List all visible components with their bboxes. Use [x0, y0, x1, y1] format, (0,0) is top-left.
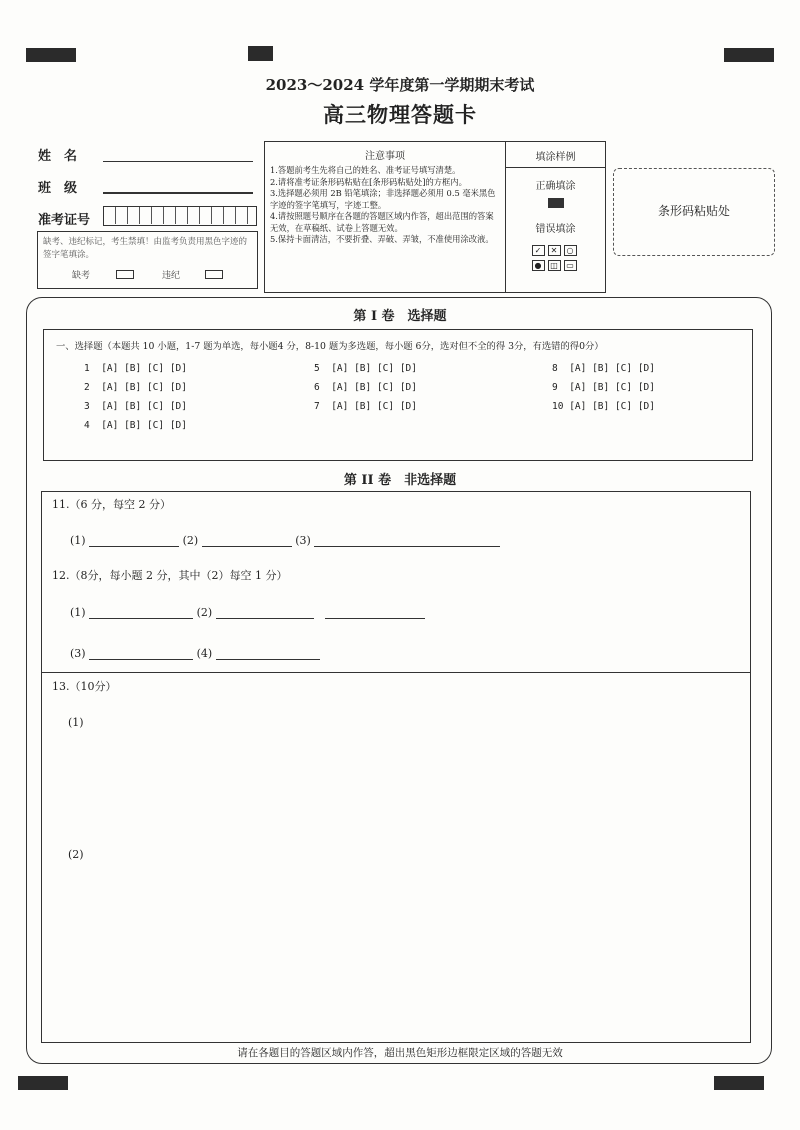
part2-box [41, 491, 751, 1043]
q12-blank-2b[interactable] [325, 606, 425, 619]
name-label: 姓 名 [38, 149, 78, 164]
exam-title: 2023～2024 学年度第一学期期末考试 [265, 76, 535, 94]
q12-blank-3[interactable] [89, 647, 193, 660]
q11-header: 11.（6 分，每空 2 分） [52, 498, 171, 511]
q11-blank-3[interactable] [314, 534, 500, 547]
violation-checkbox[interactable] [205, 270, 223, 279]
q13-part2-answer-area[interactable] [62, 868, 742, 1028]
correct-fill-sample [548, 198, 564, 208]
q12-header: 12.（8分，每小题 2 分，其中（2）每空 1 分） [52, 569, 288, 582]
wrong-fill-cross-icon: ✕ [548, 245, 561, 256]
notes-panel [265, 142, 506, 292]
wrong-fill-dot-icon: ● [532, 260, 545, 271]
instructions-box [264, 141, 606, 293]
q12-divider [42, 672, 750, 673]
q13-part1-answer-area[interactable] [62, 736, 742, 836]
correct-fill-label: 正确填涂 [535, 181, 576, 192]
registration-mark [714, 1076, 764, 1090]
registration-mark [724, 48, 774, 62]
part1-instruction: 一、选择题（本题共 10 小题，1-7 题为单选，每小题4 分，8-10 题为多选题，每小题 6分，选对但不全的得 3分，有选错的得0分） [56, 341, 604, 352]
wrong-fill-check-icon: ✓ [532, 245, 545, 256]
fill-example-title: 填涂样例 [506, 142, 605, 168]
wrong-fill-circle-icon: ○ [564, 245, 577, 256]
q12-blank-4[interactable] [216, 647, 320, 660]
mcq-row[interactable]: 9 [A] [B] [C] [D] [552, 382, 655, 393]
registration-mark [248, 46, 273, 61]
violation-label: 违纪 [162, 271, 181, 281]
wrong-fill-dash-icon: ▭ [564, 260, 577, 271]
exam-id-grid[interactable] [103, 206, 257, 226]
wrong-fill-label: 错误填涂 [535, 224, 576, 235]
q11-blank-1[interactable] [89, 534, 179, 547]
registration-mark [18, 1076, 68, 1090]
footer-warning: 请在各题目的答题区域内作答，超出黑色矩形边框限定区域的答题无效 [237, 1047, 563, 1059]
name-field[interactable] [103, 160, 253, 162]
mcq-row[interactable]: 8 [A] [B] [C] [D] [552, 363, 655, 374]
notes-title: 注意事项 [365, 151, 405, 162]
part1-title: 第 I 卷 选择题 [353, 309, 447, 324]
wrong-fill-partial-icon: ◫ [548, 260, 561, 271]
q12-answers-row1: (1) (2) [70, 606, 425, 619]
part2-title: 第 II 卷 非选择题 [343, 473, 457, 488]
mcq-row[interactable]: 5 [A] [B] [C] [D] [314, 363, 417, 374]
card-title: 高三物理答题卡 [323, 102, 477, 127]
q12-blank-2a[interactable] [216, 606, 314, 619]
teacher-note: 缺考、违纪标记，考生禁填！由监考负责用黑色字迹的签字笔填涂。 [43, 237, 248, 260]
q12-blank-1[interactable] [89, 606, 193, 619]
registration-mark [26, 48, 76, 62]
note-item: 5.保持卡面清洁，不要折叠、弄破、弄皱，不准使用涂改液。 [270, 234, 494, 244]
mcq-row[interactable]: 3 [A] [B] [C] [D] [84, 401, 187, 412]
part1-box [43, 329, 753, 461]
class-label: 班 级 [38, 181, 78, 196]
note-item: 1.答题前考生先将自己的姓名、准考证号填写清楚。 [270, 165, 461, 175]
q11-answers: (1) (2) (3) [70, 534, 500, 547]
mcq-row[interactable]: 4 [A] [B] [C] [D] [84, 420, 187, 431]
note-item: 4.请按照题号顺序在各题的答题区域内作答，超出范围的答案无效，在草稿纸、试卷上答题无效。 [270, 211, 494, 233]
q12-answers-row2: (3) (4) [70, 647, 320, 660]
class-field[interactable] [103, 191, 253, 194]
absent-label: 缺考 [72, 271, 91, 281]
mcq-row[interactable]: 2 [A] [B] [C] [D] [84, 382, 187, 393]
mcq-row[interactable]: 1 [A] [B] [C] [D] [84, 363, 187, 374]
q11-blank-2[interactable] [202, 534, 292, 547]
barcode-area[interactable] [613, 168, 775, 256]
q13-header: 13.（10分） [52, 680, 117, 693]
mcq-row[interactable]: 7 [A] [B] [C] [D] [314, 401, 417, 412]
mcq-row[interactable]: 6 [A] [B] [C] [D] [314, 382, 417, 393]
mcq-row[interactable]: 10 [A] [B] [C] [D] [552, 401, 655, 412]
barcode-label: 条形码粘贴处 [657, 204, 730, 218]
note-item: 2.请将准考证条形码粘贴在[条形码粘贴处]的方框内。 [270, 176, 467, 187]
fill-example-panel [506, 142, 605, 292]
exam-id-label: 准考证号 [38, 213, 91, 228]
q13-part1-label: (1) [68, 716, 84, 729]
absent-checkbox[interactable] [116, 270, 134, 279]
q13-part2-label: (2) [68, 848, 84, 861]
teacher-mark-box [37, 231, 258, 289]
note-item: 3.选择题必须用 2B 铅笔填涂；非选择题必须用 0.5 毫米黑色字迹的签字笔填写，字迹工整。 [270, 188, 496, 210]
